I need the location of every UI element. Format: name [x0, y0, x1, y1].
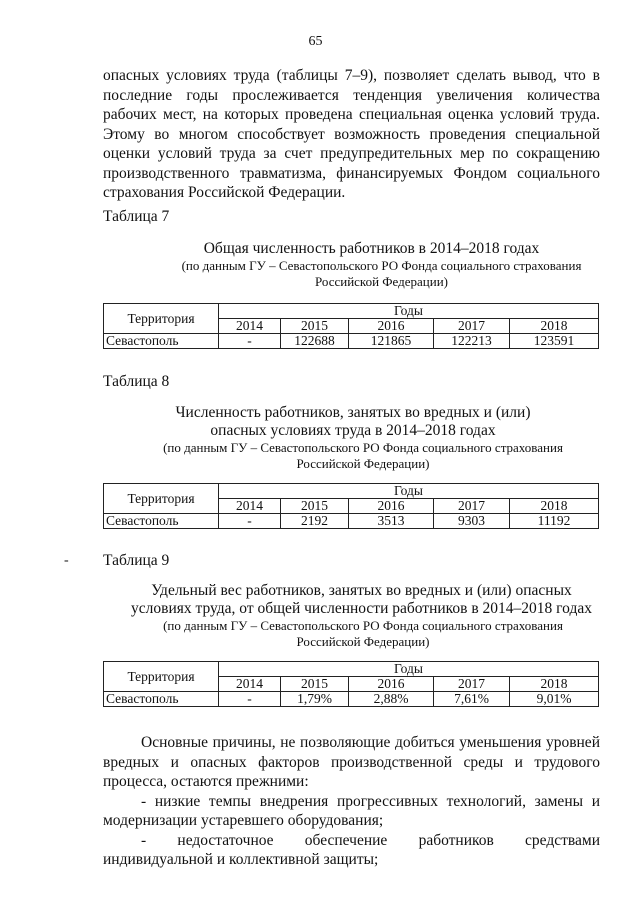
table8-caption: Таблица 8 [103, 373, 170, 390]
value-cell: 121865 [349, 334, 434, 349]
table9-title: Удельный вес работников, занятых во вредных и (или) опасных условиях труда, от общей численности работников в 2014–2018 годах [131, 582, 592, 617]
value-cell: - [219, 334, 281, 349]
year-cell: 2014 [219, 677, 281, 692]
value-cell: 122688 [281, 334, 349, 349]
margin-mark: - [64, 553, 69, 568]
list-item: - низкие темпы внедрения прогрессивных технологий, замены и модернизации устаревшего оборудования; [103, 792, 600, 829]
header-territory: Территория [104, 484, 219, 514]
value-cell: 122213 [434, 334, 510, 349]
table7-source: (по данным ГУ – Севастопольского РО Фонда социального страхования Российской Федерации) [181, 258, 582, 289]
value-cell: - [219, 692, 281, 707]
year-cell: 2018 [510, 677, 599, 692]
value-cell: 123591 [510, 334, 599, 349]
outro-text: Основные причины, не позволяющие добиться уменьшения уровней вредных и опасных факторов производственной среды и трудового процесса, остаются прежними: [103, 734, 600, 790]
year-cell: 2014 [219, 499, 281, 514]
value-cell: 1,79% [281, 692, 349, 707]
table9 [103, 661, 599, 707]
header-years: Годы [219, 484, 599, 499]
table7-title-block [103, 240, 600, 290]
row-label: Севастополь [104, 692, 219, 707]
value-cell: 7,61% [434, 692, 510, 707]
year-cell: 2017 [434, 677, 510, 692]
value-cell: 11192 [510, 514, 599, 529]
year-cell: 2018 [510, 319, 599, 334]
value-cell: 3513 [349, 514, 434, 529]
value-cell: - [219, 514, 281, 529]
table7-caption: Таблица 7 [103, 208, 170, 225]
table8-source: (по данным ГУ – Севастопольского РО Фонда социального страхования Российской Федерации) [163, 440, 563, 471]
table8-title-block [103, 404, 543, 440]
table8-title: Численность работников, занятых во вредных и (или) опасных условиях труда в 2014–2018 годах [175, 404, 531, 439]
table-row [104, 334, 599, 349]
value-cell: 2192 [281, 514, 349, 529]
row-label: Севастополь [104, 514, 219, 529]
year-cell: 2015 [281, 499, 349, 514]
table7 [103, 303, 599, 349]
year-cell: 2016 [349, 677, 434, 692]
table-row [104, 514, 599, 529]
table-row [104, 692, 599, 707]
value-cell: 2,88% [349, 692, 434, 707]
year-cell: 2017 [434, 319, 510, 334]
intro-paragraph [103, 66, 600, 203]
header-years: Годы [219, 662, 599, 677]
header-territory: Территория [104, 304, 219, 334]
year-cell: 2016 [349, 319, 434, 334]
header-territory: Территория [104, 662, 219, 692]
table9-title-block [103, 582, 600, 618]
value-cell: 9,01% [510, 692, 599, 707]
value-cell: 9303 [434, 514, 510, 529]
year-cell: 2014 [219, 319, 281, 334]
header-years: Годы [219, 304, 599, 319]
table8 [103, 483, 599, 529]
year-cell: 2017 [434, 499, 510, 514]
table9-source: (по данным ГУ – Севастопольского РО Фонда социального страхования Российской Федерации) [163, 618, 563, 649]
outro-paragraph [103, 733, 600, 870]
row-label: Севастополь [104, 334, 219, 349]
year-cell: 2018 [510, 499, 599, 514]
year-cell: 2015 [281, 319, 349, 334]
intro-text: опасных условиях труда (таблицы 7–9), позволяет сделать вывод, что в последние годы прослеживается тенденция увеличения количества рабочих мест, на которых проведена специальная оценка условий труда. Этому во многом способствует возможность проведения специальной оценки условий труда за счет предупредительных мер по сокращению производственного травматизма, финансируемых Фондом социального страхования Российской Федерации. [103, 67, 600, 201]
list-item: - недостаточное обеспечение работников средствами индивидуальной и коллективной защиты; [103, 831, 600, 868]
page-number: 65 [308, 34, 323, 49]
year-cell: 2016 [349, 499, 434, 514]
table7-title: Общая численность работников в 2014–2018 годах [203, 240, 540, 257]
year-cell: 2015 [281, 677, 349, 692]
table9-caption: Таблица 9 [103, 552, 170, 569]
